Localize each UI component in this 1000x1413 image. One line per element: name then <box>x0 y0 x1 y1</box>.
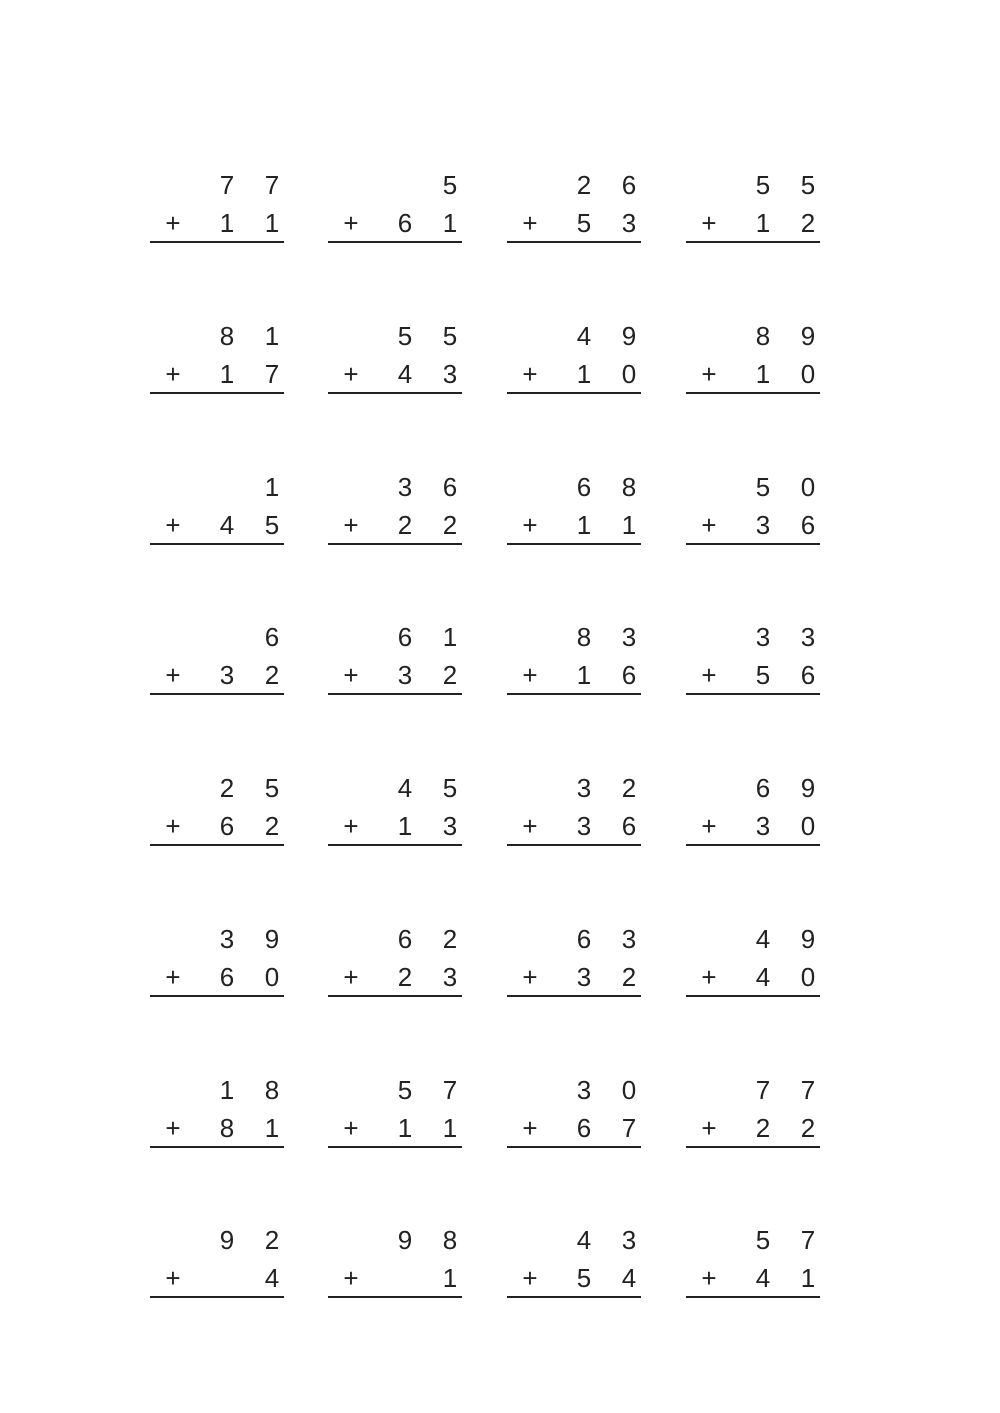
top-tens-digit: 7 <box>755 1075 771 1105</box>
bottom-tens-digit: 4 <box>397 359 413 389</box>
plus-sign: + <box>701 208 717 238</box>
addition-problem <box>150 924 284 1014</box>
top-ones-digit: 2 <box>264 1225 280 1255</box>
bottom-ones-digit: 7 <box>264 359 280 389</box>
plus-sign: + <box>522 1263 538 1293</box>
addition-problem <box>328 472 462 562</box>
top-tens-digit: 6 <box>397 924 413 954</box>
top-ones-digit: 5 <box>442 773 458 803</box>
addition-problem <box>686 1225 820 1315</box>
top-ones-digit: 1 <box>264 472 280 502</box>
bottom-ones-digit: 1 <box>442 1263 458 1293</box>
answer-line <box>328 543 462 545</box>
addition-problem <box>150 622 284 712</box>
answer-line <box>150 241 284 243</box>
bottom-ones-digit: 2 <box>621 962 637 992</box>
addition-problem <box>686 472 820 562</box>
answer-line <box>328 844 462 846</box>
top-tens-digit: 4 <box>397 773 413 803</box>
top-ones-digit: 1 <box>442 622 458 652</box>
answer-line <box>507 995 641 997</box>
top-tens-digit: 8 <box>576 622 592 652</box>
bottom-tens-digit: 1 <box>576 510 592 540</box>
bottom-ones-digit: 3 <box>442 811 458 841</box>
top-ones-digit: 5 <box>800 170 816 200</box>
top-tens-digit: 3 <box>219 924 235 954</box>
plus-sign: + <box>165 359 181 389</box>
addition-problem <box>150 1225 284 1315</box>
plus-sign: + <box>343 962 359 992</box>
bottom-ones-digit: 1 <box>442 208 458 238</box>
answer-line <box>150 995 284 997</box>
top-ones-digit: 8 <box>264 1075 280 1105</box>
plus-sign: + <box>522 208 538 238</box>
top-ones-digit: 7 <box>800 1225 816 1255</box>
plus-sign: + <box>343 660 359 690</box>
bottom-tens-digit: 1 <box>576 660 592 690</box>
bottom-tens-digit: 1 <box>755 359 771 389</box>
addition-problem <box>328 1075 462 1165</box>
addition-problem <box>150 321 284 411</box>
bottom-ones-digit: 3 <box>442 359 458 389</box>
answer-line <box>686 693 820 695</box>
bottom-tens-digit: 6 <box>397 208 413 238</box>
answer-line <box>150 543 284 545</box>
plus-sign: + <box>165 1263 181 1293</box>
top-ones-digit: 2 <box>621 773 637 803</box>
top-ones-digit: 9 <box>264 924 280 954</box>
bottom-ones-digit: 6 <box>621 811 637 841</box>
plus-sign: + <box>343 359 359 389</box>
top-tens-digit: 5 <box>755 170 771 200</box>
bottom-tens-digit: 4 <box>755 962 771 992</box>
top-ones-digit: 7 <box>442 1075 458 1105</box>
plus-sign: + <box>165 510 181 540</box>
top-tens-digit: 1 <box>219 1075 235 1105</box>
addition-problem <box>507 773 641 863</box>
addition-problem <box>328 622 462 712</box>
plus-sign: + <box>522 1113 538 1143</box>
top-ones-digit: 3 <box>800 622 816 652</box>
bottom-tens-digit: 6 <box>219 962 235 992</box>
top-ones-digit: 0 <box>621 1075 637 1105</box>
bottom-ones-digit: 7 <box>621 1113 637 1143</box>
top-tens-digit: 6 <box>755 773 771 803</box>
addition-problem <box>328 170 462 260</box>
addition-problem <box>150 1075 284 1165</box>
addition-problem <box>150 773 284 863</box>
top-tens-digit: 2 <box>219 773 235 803</box>
bottom-ones-digit: 3 <box>621 208 637 238</box>
addition-problem <box>507 321 641 411</box>
addition-problem <box>686 622 820 712</box>
answer-line <box>686 1146 820 1148</box>
answer-line <box>507 241 641 243</box>
top-ones-digit: 9 <box>621 321 637 351</box>
bottom-tens-digit: 5 <box>576 1263 592 1293</box>
answer-line <box>686 241 820 243</box>
plus-sign: + <box>165 208 181 238</box>
bottom-tens-digit: 1 <box>219 359 235 389</box>
bottom-ones-digit: 1 <box>800 1263 816 1293</box>
top-tens-digit: 4 <box>576 1225 592 1255</box>
bottom-ones-digit: 2 <box>442 510 458 540</box>
top-ones-digit: 2 <box>442 924 458 954</box>
plus-sign: + <box>343 208 359 238</box>
top-tens-digit: 3 <box>576 773 592 803</box>
top-tens-digit: 5 <box>755 472 771 502</box>
bottom-ones-digit: 2 <box>264 811 280 841</box>
answer-line <box>150 1296 284 1298</box>
plus-sign: + <box>701 359 717 389</box>
bottom-ones-digit: 6 <box>800 510 816 540</box>
top-ones-digit: 5 <box>442 321 458 351</box>
bottom-ones-digit: 6 <box>621 660 637 690</box>
top-ones-digit: 0 <box>800 472 816 502</box>
addition-problem <box>507 472 641 562</box>
addition-problem <box>150 170 284 260</box>
answer-line <box>686 844 820 846</box>
top-tens-digit: 9 <box>219 1225 235 1255</box>
addition-problem <box>328 321 462 411</box>
bottom-ones-digit: 1 <box>442 1113 458 1143</box>
bottom-ones-digit: 2 <box>442 660 458 690</box>
plus-sign: + <box>701 962 717 992</box>
answer-line <box>150 844 284 846</box>
plus-sign: + <box>701 811 717 841</box>
plus-sign: + <box>343 1263 359 1293</box>
plus-sign: + <box>522 962 538 992</box>
addition-problem <box>507 170 641 260</box>
top-ones-digit: 6 <box>264 622 280 652</box>
answer-line <box>507 1296 641 1298</box>
plus-sign: + <box>522 510 538 540</box>
answer-line <box>686 392 820 394</box>
bottom-ones-digit: 3 <box>442 962 458 992</box>
answer-line <box>507 543 641 545</box>
top-tens-digit: 6 <box>576 472 592 502</box>
bottom-ones-digit: 5 <box>264 510 280 540</box>
addition-problem <box>328 773 462 863</box>
plus-sign: + <box>343 1113 359 1143</box>
bottom-ones-digit: 2 <box>800 208 816 238</box>
plus-sign: + <box>701 1113 717 1143</box>
plus-sign: + <box>701 510 717 540</box>
top-ones-digit: 6 <box>621 170 637 200</box>
bottom-ones-digit: 2 <box>264 660 280 690</box>
bottom-ones-digit: 0 <box>800 359 816 389</box>
top-tens-digit: 6 <box>397 622 413 652</box>
bottom-tens-digit: 3 <box>397 660 413 690</box>
answer-line <box>150 1146 284 1148</box>
addition-problem <box>686 1075 820 1165</box>
addition-problem <box>507 924 641 1014</box>
bottom-tens-digit: 1 <box>576 359 592 389</box>
top-ones-digit: 7 <box>800 1075 816 1105</box>
bottom-tens-digit: 4 <box>219 510 235 540</box>
bottom-tens-digit: 3 <box>755 811 771 841</box>
top-tens-digit: 8 <box>755 321 771 351</box>
top-tens-digit: 9 <box>397 1225 413 1255</box>
bottom-tens-digit: 2 <box>755 1113 771 1143</box>
top-ones-digit: 6 <box>442 472 458 502</box>
top-ones-digit: 3 <box>621 924 637 954</box>
top-tens-digit: 2 <box>576 170 592 200</box>
answer-line <box>507 844 641 846</box>
answer-line <box>328 1296 462 1298</box>
addition-problem <box>507 1225 641 1315</box>
answer-line <box>328 995 462 997</box>
addition-problem <box>686 321 820 411</box>
bottom-tens-digit: 4 <box>755 1263 771 1293</box>
bottom-ones-digit: 1 <box>264 1113 280 1143</box>
answer-line <box>328 241 462 243</box>
top-ones-digit: 3 <box>621 1225 637 1255</box>
answer-line <box>686 1296 820 1298</box>
top-tens-digit: 4 <box>755 924 771 954</box>
answer-line <box>150 392 284 394</box>
bottom-ones-digit: 1 <box>621 510 637 540</box>
top-tens-digit: 6 <box>576 924 592 954</box>
addition-problem <box>686 773 820 863</box>
top-tens-digit: 5 <box>397 1075 413 1105</box>
top-ones-digit: 9 <box>800 773 816 803</box>
top-ones-digit: 5 <box>264 773 280 803</box>
answer-line <box>328 392 462 394</box>
answer-line <box>150 693 284 695</box>
top-tens-digit: 7 <box>219 170 235 200</box>
plus-sign: + <box>165 962 181 992</box>
addition-problem <box>507 622 641 712</box>
top-ones-digit: 8 <box>621 472 637 502</box>
answer-line <box>686 995 820 997</box>
bottom-ones-digit: 0 <box>264 962 280 992</box>
answer-line <box>507 392 641 394</box>
answer-line <box>328 1146 462 1148</box>
answer-line <box>507 693 641 695</box>
bottom-tens-digit: 5 <box>755 660 771 690</box>
top-ones-digit: 5 <box>442 170 458 200</box>
bottom-ones-digit: 2 <box>800 1113 816 1143</box>
bottom-ones-digit: 1 <box>264 208 280 238</box>
answer-line <box>328 693 462 695</box>
bottom-ones-digit: 0 <box>800 962 816 992</box>
top-ones-digit: 7 <box>264 170 280 200</box>
bottom-tens-digit: 3 <box>576 811 592 841</box>
top-ones-digit: 3 <box>621 622 637 652</box>
plus-sign: + <box>343 811 359 841</box>
answer-line <box>507 1146 641 1148</box>
top-tens-digit: 8 <box>219 321 235 351</box>
bottom-ones-digit: 0 <box>621 359 637 389</box>
bottom-tens-digit: 1 <box>755 208 771 238</box>
addition-problem <box>150 472 284 562</box>
plus-sign: + <box>522 811 538 841</box>
bottom-tens-digit: 8 <box>219 1113 235 1143</box>
top-ones-digit: 9 <box>800 321 816 351</box>
plus-sign: + <box>701 660 717 690</box>
plus-sign: + <box>522 660 538 690</box>
bottom-tens-digit: 5 <box>576 208 592 238</box>
top-tens-digit: 3 <box>576 1075 592 1105</box>
top-tens-digit: 3 <box>397 472 413 502</box>
bottom-ones-digit: 4 <box>264 1263 280 1293</box>
plus-sign: + <box>165 811 181 841</box>
bottom-tens-digit: 2 <box>397 962 413 992</box>
plus-sign: + <box>165 660 181 690</box>
bottom-tens-digit: 3 <box>576 962 592 992</box>
bottom-tens-digit: 1 <box>397 1113 413 1143</box>
bottom-tens-digit: 2 <box>397 510 413 540</box>
plus-sign: + <box>522 359 538 389</box>
top-tens-digit: 5 <box>397 321 413 351</box>
top-ones-digit: 1 <box>264 321 280 351</box>
bottom-tens-digit: 3 <box>755 510 771 540</box>
addition-problem <box>686 924 820 1014</box>
top-tens-digit: 5 <box>755 1225 771 1255</box>
addition-problem <box>686 170 820 260</box>
bottom-ones-digit: 6 <box>800 660 816 690</box>
bottom-tens-digit: 6 <box>219 811 235 841</box>
addition-problem <box>328 1225 462 1315</box>
bottom-tens-digit: 1 <box>219 208 235 238</box>
plus-sign: + <box>701 1263 717 1293</box>
addition-problem <box>328 924 462 1014</box>
bottom-ones-digit: 4 <box>621 1263 637 1293</box>
bottom-tens-digit: 3 <box>219 660 235 690</box>
top-ones-digit: 9 <box>800 924 816 954</box>
top-tens-digit: 4 <box>576 321 592 351</box>
bottom-tens-digit: 6 <box>576 1113 592 1143</box>
plus-sign: + <box>165 1113 181 1143</box>
top-tens-digit: 3 <box>755 622 771 652</box>
bottom-tens-digit: 1 <box>397 811 413 841</box>
plus-sign: + <box>343 510 359 540</box>
answer-line <box>686 543 820 545</box>
addition-problem <box>507 1075 641 1165</box>
bottom-ones-digit: 0 <box>800 811 816 841</box>
top-ones-digit: 8 <box>442 1225 458 1255</box>
